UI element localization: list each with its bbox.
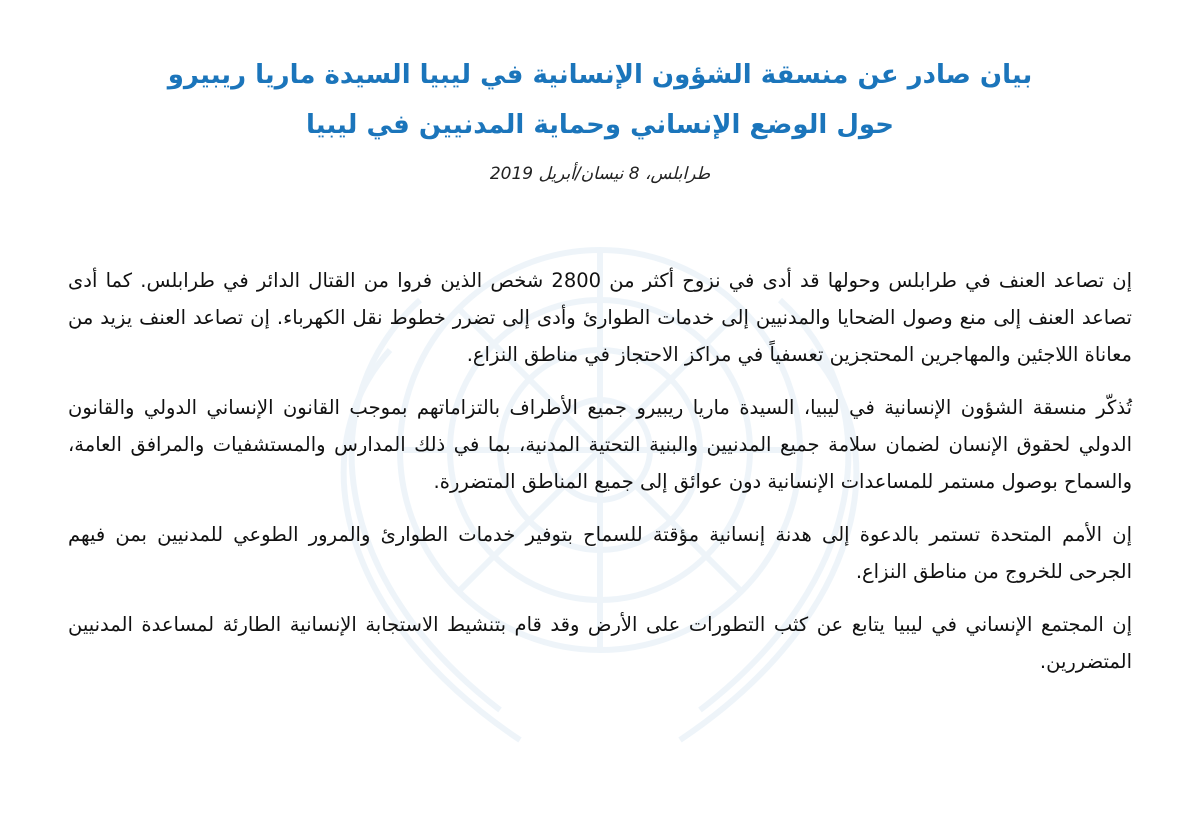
statement-title-line-2: حول الوضع الإنساني وحماية المدنيين في ليبيا <box>306 110 894 140</box>
paragraph-3: إن الأمم المتحدة تستمر بالدعوة إلى هدنة إنسانية مؤقتة للسماح بتوفير خدمات الطوارئ والمرور الطوعي للمدنيين بمن فيهم الجرحى للخروج من مناطق النزاع. <box>68 523 1132 583</box>
dateline: طرابلس، 8 نيسان/أبريل 2019 <box>489 164 711 184</box>
paragraph-4: إن المجتمع الإنساني في ليبيا يتابع عن كثب التطورات على الأرض وقد قام بتنشيط الاستجابة الإنسانية الطارئة لمساعدة المدنيين المتضررين. <box>68 613 1132 673</box>
statement-title-line-1: بيان صادر عن منسقة الشؤون الإنسانية في ليبيا السيدة ماريا ريبيرو <box>167 60 1033 90</box>
paragraph-1: إن تصاعد العنف في طرابلس وحولها قد أدى في نزوح أكثر من 2800 شخص الذين فروا من القتال الدائر في طرابلس. كما أدى تصاعد العنف إلى منع وصول الضحايا والمدنيين إلى خدمات الطوارئ وأدى إلى تضرر خطوط نقل الكهرباء. إن تصاعد العنف يزيد من معاناة اللاجئين والمهاجرين المحتجزين تعسفياً في مراكز الاحتجاز في مناطق النزاع. <box>68 269 1132 366</box>
statement-header <box>60 50 1140 184</box>
paragraph-2: تُذكّر منسقة الشؤون الإنسانية في ليبيا، السيدة ماريا ريبيرو جميع الأطراف بالتزاماتهم بموجب القانون الإنساني الدولي والقانون الدولي لحقوق الإنسان لضمان سلامة جميع المدنيين والبنية التحتية المدنية، بما في ذلك المدارس والمستشفيات والمرافق العامة، والسماح بوصول مستمر للمساعدات الإنسانية دون عوائق إلى جميع المناطق المتضررة. <box>68 396 1132 493</box>
statement-body <box>68 262 1132 696</box>
